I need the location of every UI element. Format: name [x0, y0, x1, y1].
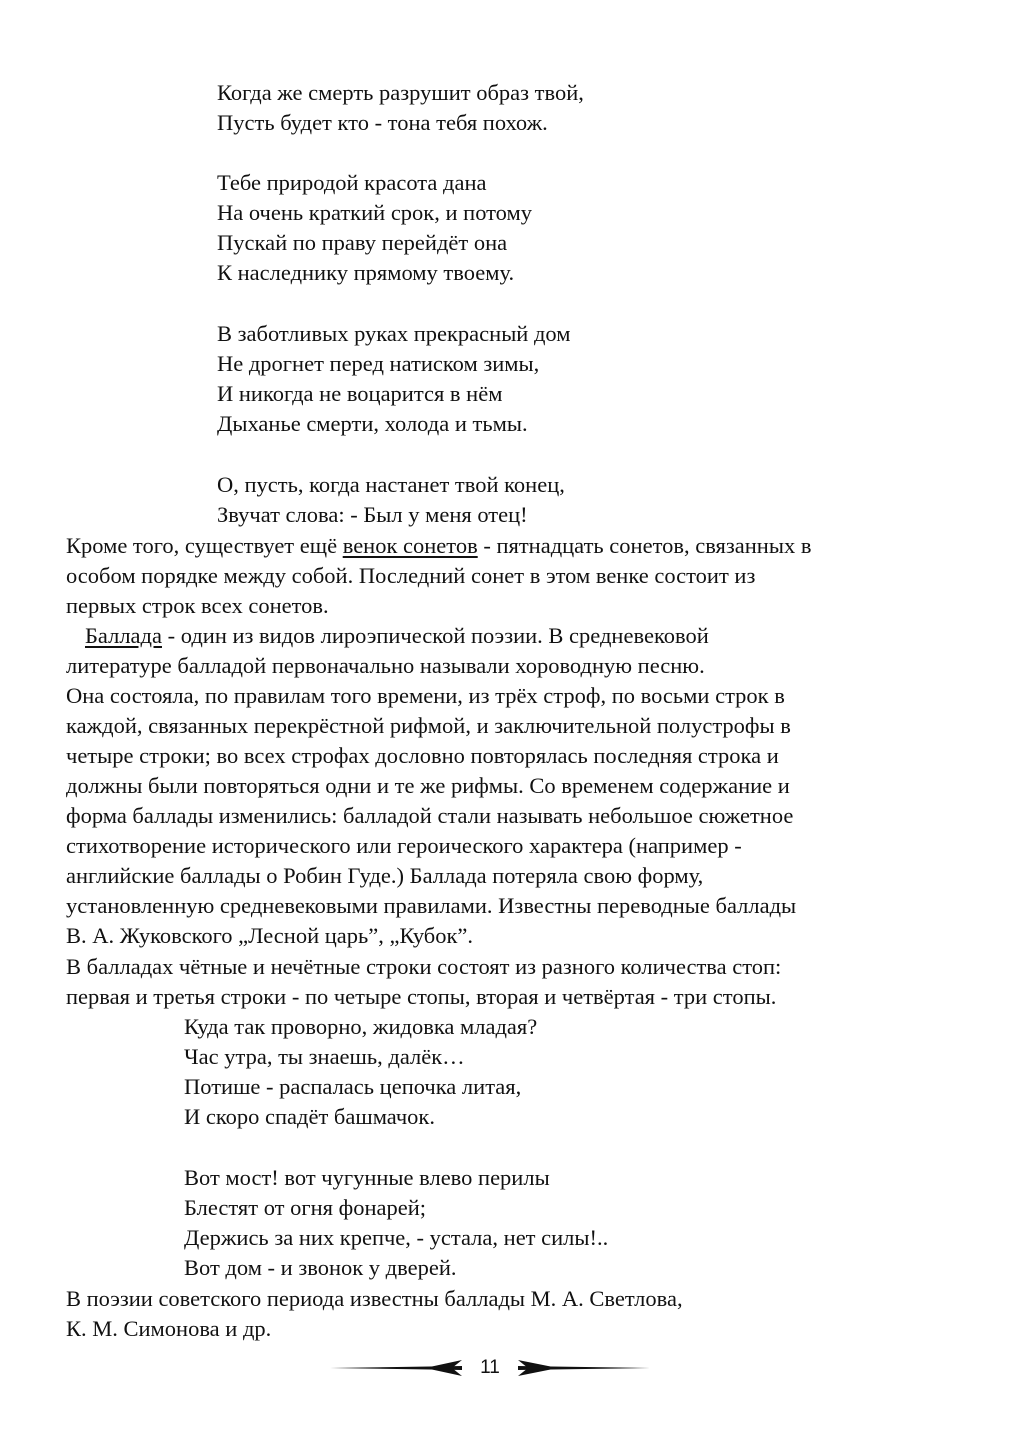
- paragraph-line: В балладах чётные и нечётные строки состоят из разного количества стоп:: [66, 954, 782, 979]
- ballad-stanza-2: [184, 1163, 608, 1283]
- verse-line: Час утра, ты знаешь, далёк…: [184, 1044, 465, 1069]
- paragraph-line: В. А. Жуковского „Лесной царь”, „Кубок”.: [66, 923, 474, 948]
- verse-line: Не дрогнет перед натиском зимы,: [217, 351, 540, 376]
- paragraph-line: первых строк всех сонетов.: [66, 593, 329, 618]
- soviet-paragraph: [66, 1284, 966, 1344]
- paragraph-line: должны были повторяться одни и те же рифмы. Со временем содержание и: [66, 773, 790, 798]
- term-ballad: Баллада: [85, 623, 162, 648]
- sonnet-stanza-3: [217, 319, 571, 439]
- paragraph-line: установленную средневековыми правилами. Известны переводные баллады: [66, 893, 797, 918]
- page-number: 11: [480, 1357, 500, 1378]
- verse-line: Вот мост! вот чугунные влево перилы: [184, 1165, 550, 1190]
- paragraph-line: четыре строки; во всех строфах дословно повторялась последняя строка и: [66, 743, 779, 768]
- verse-line: И скоро спадёт башмачок.: [184, 1104, 435, 1129]
- paragraph-line: В поэзии советского периода известны баллады М. А. Светлова,: [66, 1286, 683, 1311]
- verse-line: Пусть будет кто - тона тебя похож.: [217, 110, 548, 135]
- paragraph-line: каждой, связанных перекрёстной рифмой, и заключительной полустрофы в: [66, 713, 791, 738]
- sonnet-stanza-1: [217, 78, 584, 138]
- text-run: Кроме того, существует ещё: [66, 533, 343, 558]
- ballad-paragraph: [66, 621, 966, 951]
- term-wreath-of-sonnets: венок сонетов: [342, 533, 478, 558]
- verse-line: О, пусть, когда настанет твой конец,: [217, 472, 565, 497]
- ballad-stanza-1: [184, 1012, 537, 1132]
- paragraph-line: К. М. Симонова и др.: [66, 1316, 272, 1341]
- verse-line: Пускай по праву перейдёт она: [217, 230, 508, 255]
- text-run: - пятнадцать сонетов, связанных в: [477, 533, 812, 558]
- text-run: - один из видов лироэпической поэзии. В средневековой: [161, 623, 709, 648]
- paragraph-line: стихотворение исторического или героического характера (например -: [66, 833, 742, 858]
- verse-line: В заботливых руках прекрасный дом: [217, 321, 571, 346]
- verse-line: И никогда не воцарится в нём: [217, 381, 503, 406]
- verse-line: Куда так проворно, жидовка младая?: [184, 1014, 538, 1039]
- verse-line: К наследнику прямому твоему.: [217, 260, 515, 285]
- paragraph-line: [66, 621, 966, 651]
- paragraph-line: английские баллады о Робин Гуде.) Баллада потеряла свою форму,: [66, 863, 704, 888]
- verse-line: Дыханье смерти, холода и тьмы.: [217, 411, 528, 436]
- verse-line: Тебе природой красота дана: [217, 170, 487, 195]
- meter-paragraph: [66, 952, 966, 1012]
- verse-line: Блестят от огня фонарей;: [184, 1195, 427, 1220]
- paragraph-line: форма баллады изменились: балладой стали называть небольшое сюжетное: [66, 803, 794, 828]
- page-footer: [330, 1356, 650, 1380]
- verse-line: Вот дом - и звонок у дверей.: [184, 1255, 457, 1280]
- verse-line: Потише - распалась цепочка литая,: [184, 1074, 522, 1099]
- paragraph-line: Она состояла, по правилам того времени, из трёх строф, по восьми строк в: [66, 683, 785, 708]
- wreath-paragraph: [66, 531, 966, 621]
- paragraph-line: первая и третья строки - по четыре стопы, вторая и четвёртая - три стопы.: [66, 984, 777, 1009]
- sonnet-stanza-4: [217, 470, 565, 530]
- paragraph-line: литературе балладой первоначально называли хороводную песню.: [66, 653, 705, 678]
- sonnet-stanza-2: [217, 168, 532, 288]
- verse-line: Когда же смерть разрушит образ твой,: [217, 80, 584, 105]
- verse-line: Звучат слова: - Был у меня отец!: [217, 502, 528, 527]
- verse-line: Держись за них крепче, - устала, нет силы!..: [184, 1225, 609, 1250]
- paragraph-line: [66, 531, 966, 561]
- paragraph-line: особом порядке между собой. Последний сонет в этом венке состоит из: [66, 563, 756, 588]
- verse-line: На очень краткий срок, и потому: [217, 200, 532, 225]
